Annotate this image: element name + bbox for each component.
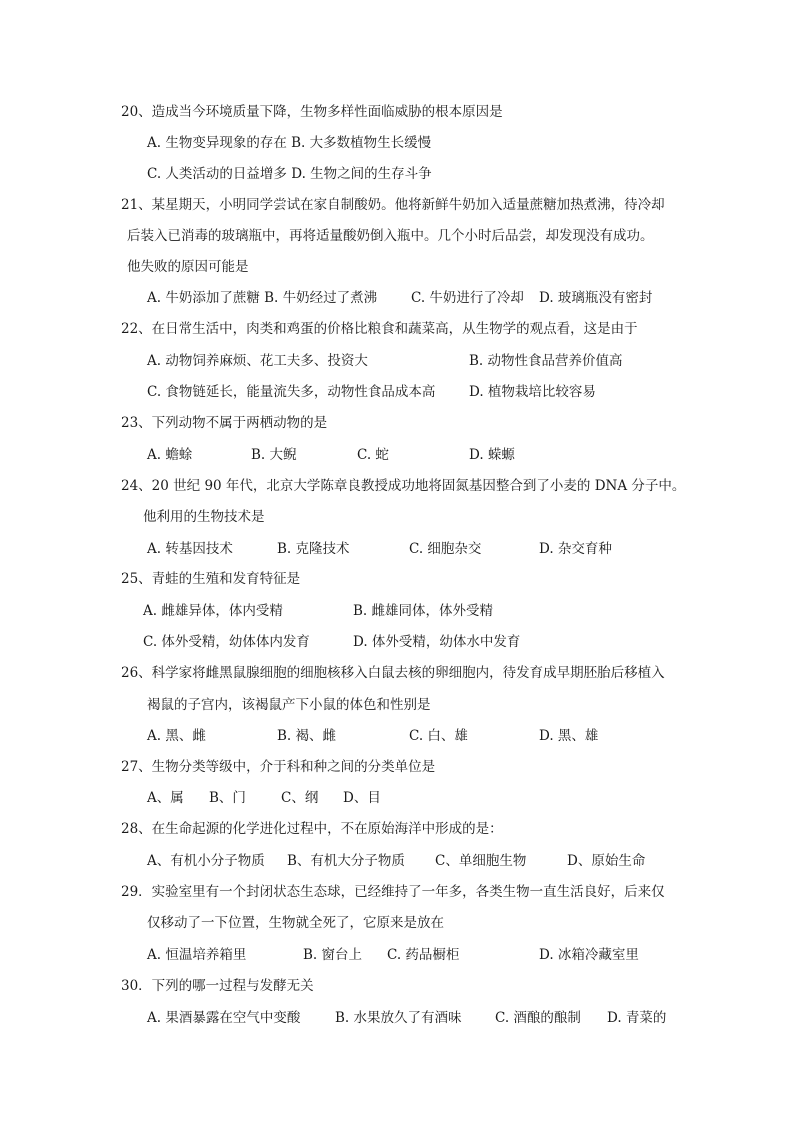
question-21-option-c: C. 牛奶进行了冷却 [411,290,524,306]
question-23-stem-line: 23、下列动物不属于两栖动物的是 [121,415,328,431]
question-20-option-cd: C. 人类活动的日益增多 D. 生物之间的生存斗争 [147,166,432,182]
question-30-option-d: D. 青菜的 [607,1010,667,1026]
question-26-stem-line: 褐鼠的子宫内，该褐鼠产下小鼠的体色和性别是 [147,697,431,713]
question-28-option-c: C、单细胞生物 [435,853,527,869]
question-29-stem-line: 29．实验室里有一个封闭状态生态球，已经维持了一年多，各类生物一直生活良好，后来仅 [121,884,665,900]
question-26-stem-line: 26、科学家将雌黑鼠腺细胞的细胞核移入白鼠去核的卵细胞内，待发育成早期胚胎后移植入 [121,665,665,681]
question-25-stem-line: 25、青蛙的生殖和发育特征是 [121,571,301,587]
question-30-option-a: A. 果酒暴露在空气中变酸 [147,1010,301,1026]
question-24-option-a: A. 转基因技术 [147,541,233,557]
question-28-option-a: A、有机小分子物质 [147,853,265,869]
question-24-option-d: D. 杂交育种 [539,541,612,557]
question-22-option-d: D. 植物栽培比较容易 [469,384,596,400]
question-26-option-a: A. 黑、雌 [147,728,206,744]
question-26-option-b: B. 褐、雌 [277,728,337,744]
question-27-option-d: D、目 [343,790,381,806]
question-27-stem-line: 27、生物分类等级中，介于科和种之间的分类单位是 [121,759,436,775]
question-26-option-d: D. 黑、雄 [539,728,599,744]
question-27-option-c: C、纲 [281,790,319,806]
question-21-option-d: D. 玻璃瓶没有密封 [539,290,653,306]
question-23-option-b: B. 大鲵 [251,447,297,463]
question-28-option-b: B、有机大分子物质 [287,853,405,869]
question-20-stem-line: 20、造成当今环境质量下降，生物多样性面临威胁的根本原因是 [121,104,503,120]
question-23-option-d: D. 蝾螈 [469,447,515,463]
question-30-option-b: B. 水果放久了有酒味 [335,1010,462,1026]
question-21-stem-line: 后装入已消毒的玻璃瓶中，再将适量酸奶倒入瓶中。几个小时后品尝，却发现没有成功。 [127,228,654,244]
question-21-option-ab: A. 牛奶添加了蔗糖 B. 牛奶经过了煮沸 [147,290,378,306]
question-29-stem-line: 仅移动了一下位置，生物就全死了，它原来是放在 [147,915,444,931]
question-24-stem-line: 24、20 世纪 90 年代，北京大学陈章良教授成功地将固氮基因整合到了小麦的 DNA 分子中。 [121,478,686,494]
question-25-option-d: D. 体外受精，幼体水中发育 [353,634,521,650]
question-22-option-b: B. 动物性食品营养价值高 [469,353,623,369]
question-28-option-d: D、原始生命 [567,853,646,869]
question-22-option-a: A. 动物饲养麻烦、花工夫多、投资大 [147,353,368,369]
question-21-stem-line: 21、某星期天，小明同学尝试在家自制酸奶。他将新鲜牛奶加入适量蔗糖加热煮沸，待冷却 [121,197,665,213]
question-29-option-d: D. 冰箱冷藏室里 [539,947,639,963]
question-25-option-c: C. 体外受精，幼体体内发育 [143,634,310,650]
question-23-option-c: C. 蛇 [357,447,389,463]
question-23-option-a: A. 蟾蜍 [147,447,193,463]
question-29-option-a: A. 恒温培养箱里 [147,947,247,963]
question-27-option-b: B、门 [209,790,246,806]
question-29-option-c: C. 药品橱柜 [387,947,460,963]
question-27-option-a: A、属 [147,790,184,806]
question-21-stem-line: 他失败的原因可能是 [127,259,249,275]
question-20-option-ab: A. 生物变异现象的存在 B. 大多数植物生长缓慢 [147,135,432,151]
question-30-stem-line: 30．下列的哪一过程与发酵无关 [121,978,314,994]
question-25-option-a: A. 雌雄异体，体内受精 [143,603,283,619]
question-28-stem-line: 28、在生命起源的化学进化过程中，不在原始海洋中形成的是： [121,821,503,837]
question-24-option-c: C. 细胞杂交 [409,541,482,557]
question-29-option-b: B. 窗台上 [303,947,363,963]
question-22-option-c: C. 食物链延长，能量流失多，动物性食品成本高 [147,384,436,400]
question-22-stem-line: 22、在日常生活中，肉类和鸡蛋的价格比粮食和蔬菜高，从生物学的观点看，这是由于 [121,321,638,337]
question-30-option-c: C. 酒酿的酿制 [495,1010,581,1026]
question-24-option-b: B. 克隆技术 [277,541,350,557]
question-24-stem-line: 他利用的生物技术是 [143,509,265,525]
question-25-option-b: B. 雌雄同体，体外受精 [353,603,494,619]
question-26-option-c: C. 白、雄 [409,728,468,744]
